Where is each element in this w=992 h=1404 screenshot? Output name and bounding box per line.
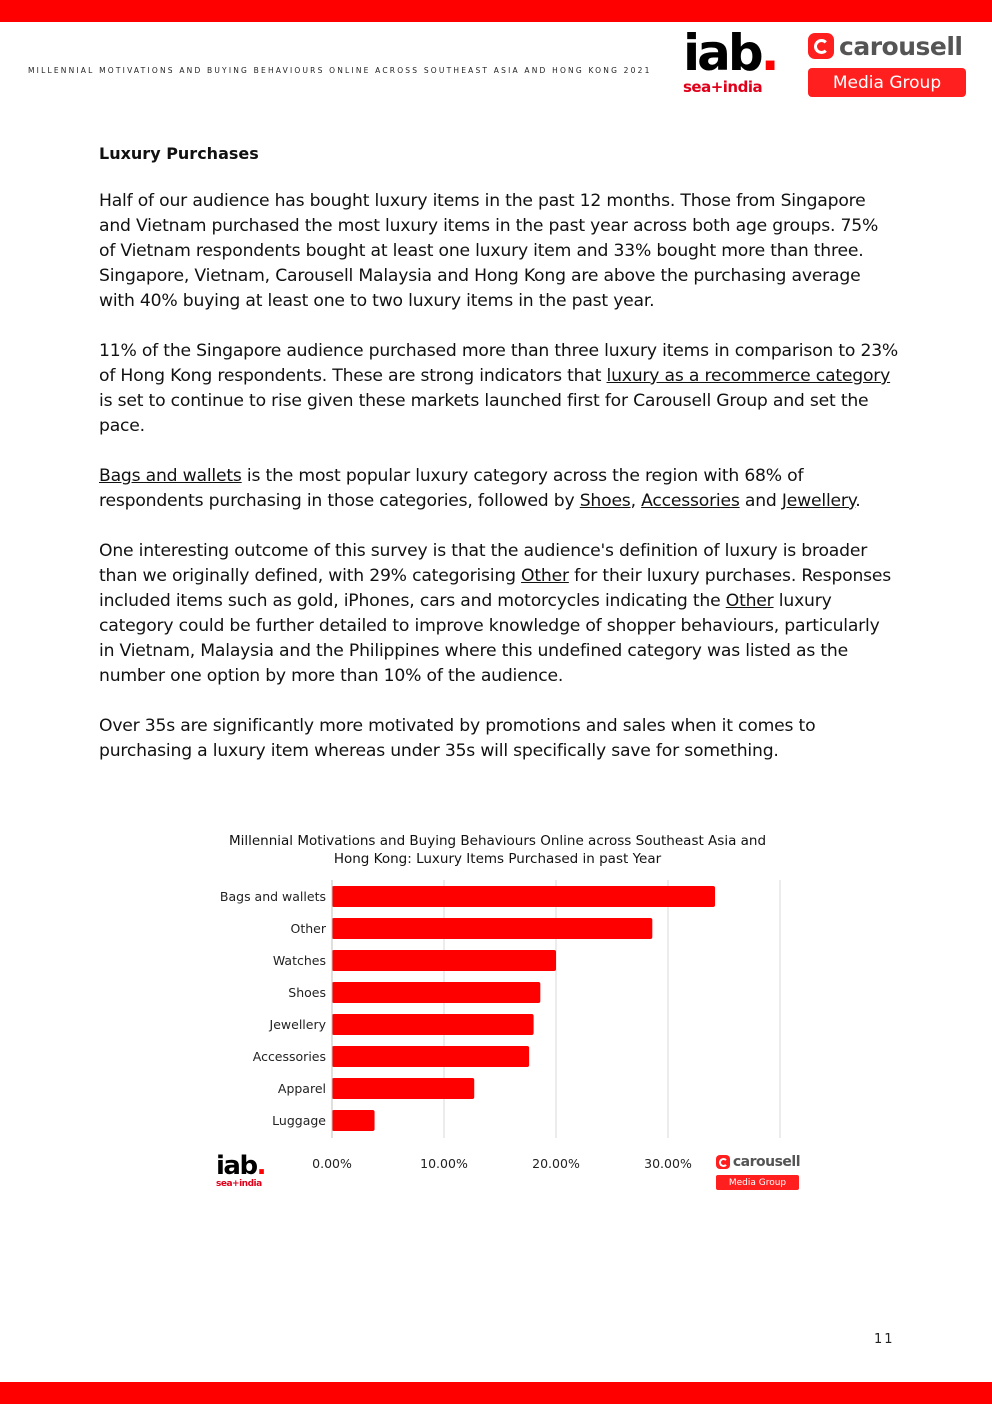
- chart-carousell-logo-text: carousell: [732, 1154, 800, 1170]
- bar: [332, 918, 652, 939]
- running-header: MILLENNIAL MOTIVATIONS AND BUYING BEHAVIOURS ONLINE ACROSS SOUTHEAST ASIA AND HONG KONG 2021: [28, 66, 652, 75]
- paragraph-2-text-a: 11% of the Singapore audience purchased more than three luxury items in comparison to 23% of Hong Kong respondents. These are strong indicators that: [99, 341, 899, 386]
- category-label: Accessories: [252, 1049, 326, 1064]
- category-label: Luggage: [272, 1113, 326, 1128]
- article-body: [99, 144, 899, 789]
- category-label: Apparel: [277, 1081, 326, 1096]
- chart-media-group-badge: Media Group: [716, 1175, 799, 1190]
- top-accent-bar: [0, 0, 992, 22]
- luxury-recommerce-link[interactable]: luxury as a recommerce category: [606, 366, 891, 386]
- iab-logo-dot: .: [760, 24, 777, 82]
- luxury-items-chart: [200, 830, 810, 1200]
- bar: [332, 950, 556, 971]
- paragraph-4: [99, 539, 899, 689]
- iab-logo-text: iab: [683, 24, 761, 82]
- page-number: 11: [874, 1332, 895, 1347]
- media-group-badge: Media Group: [808, 68, 966, 97]
- bar: [332, 1046, 529, 1067]
- other-link-1[interactable]: Other: [521, 566, 569, 586]
- bar: [332, 1014, 534, 1035]
- paragraph-4-text-b: for their luxury purchases. Responses included items such as gold, iPhones, cars and motorcycles indicating the: [99, 566, 892, 611]
- paragraph-3-text-a: is the most popular luxury category across the region with 68% of respondents purchasing in those categories, followed by: [99, 466, 804, 511]
- x-tick-label: 30.00%: [644, 1156, 692, 1171]
- bottom-accent-bar: [0, 1382, 992, 1404]
- category-label: Shoes: [288, 985, 326, 1000]
- paragraph-2-text-b: is set to continue to rise given these markets launched first for Carousell Group and set the pace.: [99, 391, 869, 436]
- paragraph-3: [99, 464, 899, 514]
- bar: [332, 982, 540, 1003]
- chart-carousell-icon: [716, 1155, 730, 1169]
- category-label: Watches: [272, 953, 326, 968]
- shoes-link[interactable]: Shoes: [579, 491, 631, 511]
- chart-title-line-2: Hong Kong: Luxury Items Purchased in past Year: [333, 851, 662, 867]
- chart-iab-logo-sub: sea+india: [216, 1179, 262, 1189]
- paragraph-4-text-c: luxury category could be further detailed to improve knowledge of shopper behaviours, particularly in Vietnam, Malaysia and the Philippines where this undefined category was listed as the number one option by more than 10% of the audience.: [99, 591, 880, 686]
- paragraph-2: [99, 339, 899, 439]
- x-tick-label: 10.00%: [420, 1156, 468, 1171]
- paragraph-1: Half of our audience has bought luxury items in the past 12 months. Those from Singapore and Vietnam purchased the most luxury items in the past year across both age groups. 75% of Vietnam respondents bought at least one luxury item and 33% bought more than three. Singapore, Vietnam, Carousell Malaysia and Hong Kong are above the purchasing average with 40% buying at least one to two luxury items in the past year.: [99, 191, 879, 311]
- carousell-logo: [808, 30, 968, 98]
- bar: [332, 1078, 474, 1099]
- jewellery-link[interactable]: Jewellery: [781, 491, 856, 511]
- category-label: Other: [290, 921, 326, 936]
- paragraph-4-text-a: One interesting outcome of this survey is that the audience's definition of luxury is broader than we originally defined, with 29% categorising: [99, 541, 868, 586]
- paragraph-5: Over 35s are significantly more motivated by promotions and sales when it comes to purchasing a luxury item whereas under 35s will specifically save for something.: [99, 716, 816, 761]
- carousell-logo-text: carousell: [839, 31, 963, 61]
- iab-logo: [683, 24, 783, 100]
- bar: [332, 886, 715, 907]
- x-tick-label: 0.00%: [312, 1156, 352, 1171]
- bags-and-wallets-link[interactable]: Bags and wallets: [99, 466, 242, 486]
- chart-plot: [200, 830, 810, 1200]
- paragraph-3-sep-1: ,: [630, 491, 642, 511]
- x-tick-label: 20.00%: [532, 1156, 580, 1171]
- paragraph-3-sep-2: and: [739, 491, 782, 511]
- bar: [332, 1110, 375, 1131]
- category-label: Bags and wallets: [219, 889, 326, 904]
- other-link-2[interactable]: Other: [725, 591, 774, 611]
- carousell-icon: [808, 33, 834, 59]
- chart-carousell-logo: [716, 1152, 800, 1190]
- chart-iab-logo-text: iab: [216, 1151, 257, 1181]
- category-label: Jewellery: [269, 1017, 326, 1032]
- paragraph-3-end: .: [855, 491, 861, 511]
- section-heading: Luxury Purchases: [99, 144, 259, 163]
- accessories-link[interactable]: Accessories: [641, 491, 740, 511]
- chart-iab-logo: [216, 1153, 265, 1189]
- chart-iab-logo-dot: .: [256, 1151, 265, 1181]
- iab-logo-sub: sea+india: [683, 78, 763, 96]
- chart-title-line-1: Millennial Motivations and Buying Behaviours Online across Southeast Asia and: [228, 833, 767, 849]
